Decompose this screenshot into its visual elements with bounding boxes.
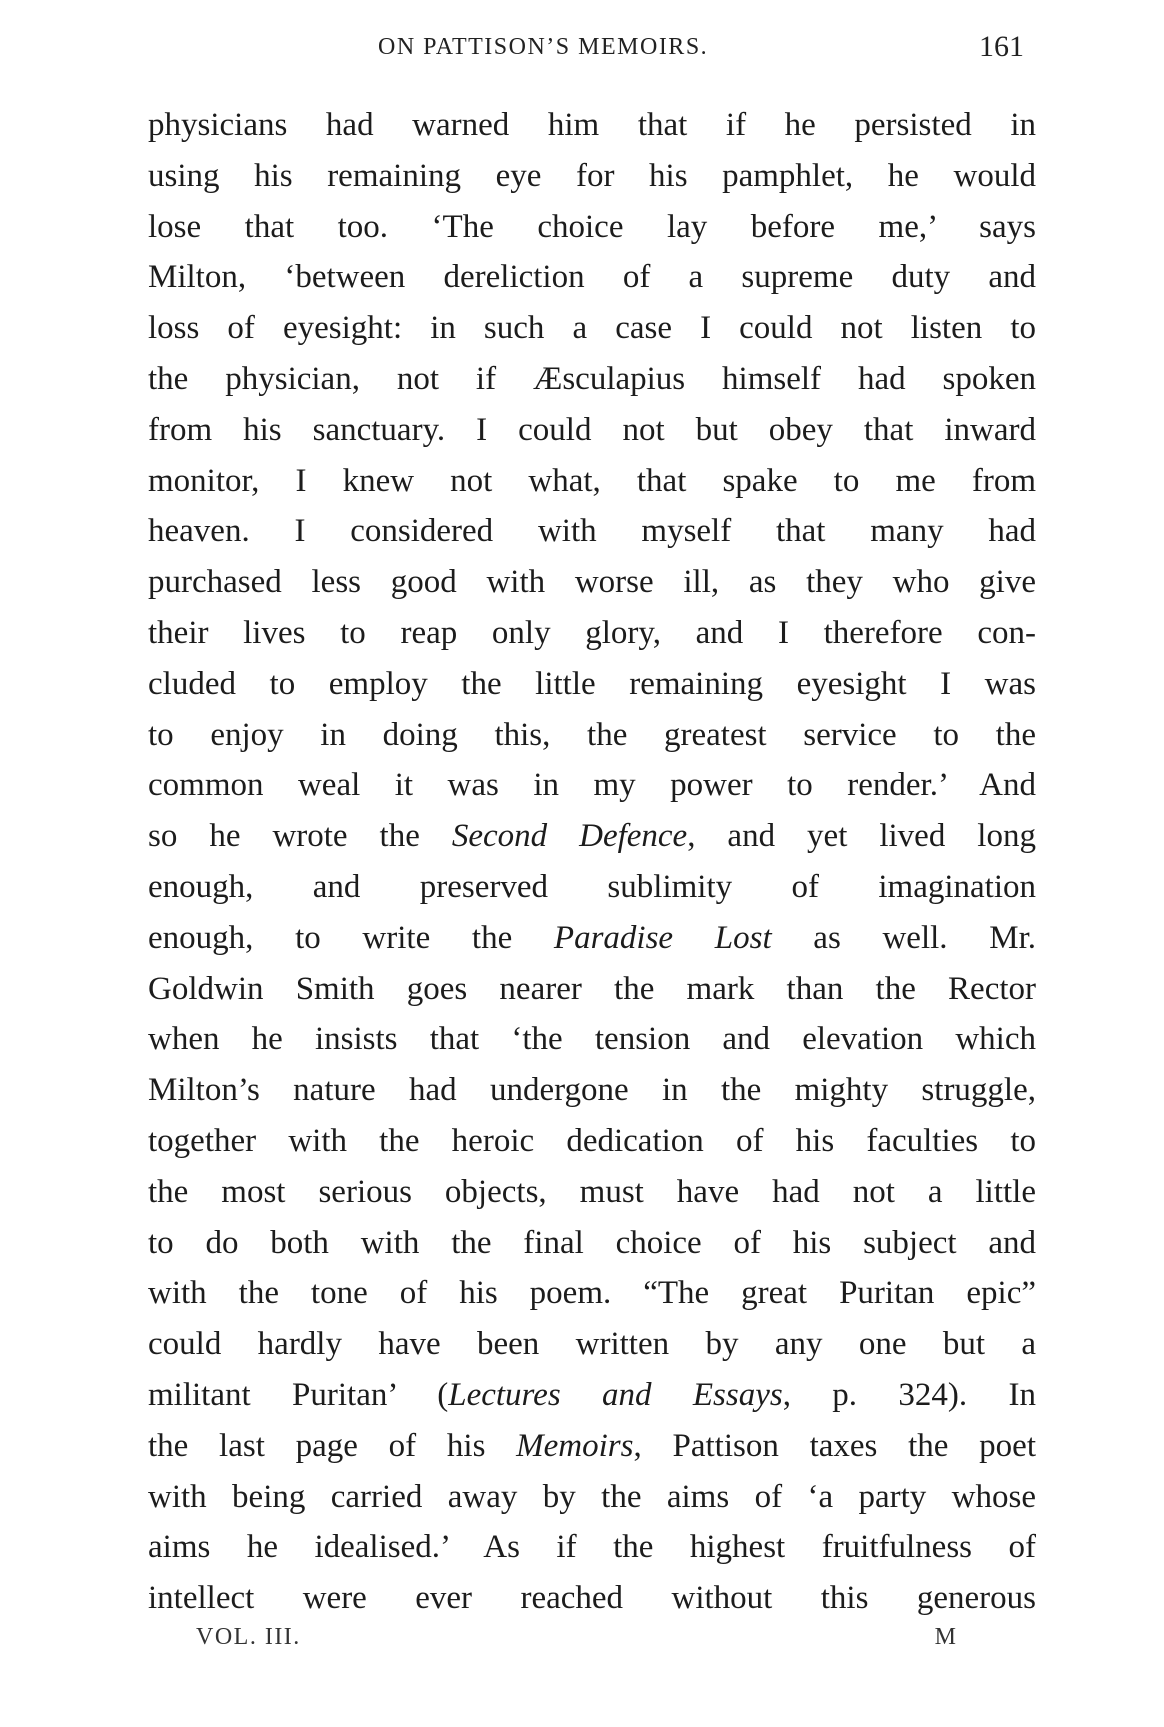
text-segment: with the tone of his poem. “The great Puritan epic”	[148, 1275, 1036, 1312]
text-line	[148, 710, 1036, 761]
text-segment: their lives to reap only glory, and I therefore con-	[148, 614, 1036, 651]
text-line	[148, 354, 1036, 405]
text-line	[148, 1319, 1036, 1370]
text-line	[148, 913, 1036, 964]
text-segment: the physician, not if Æsculapius himself had spoken	[148, 360, 1036, 397]
text-segment: the last page of his	[148, 1427, 517, 1464]
text-line	[148, 456, 1036, 507]
text-segment: militant Puritan’ (	[148, 1376, 449, 1413]
text-segment: physicians had warned him that if he persisted in	[148, 107, 1036, 143]
text-line	[148, 1573, 1036, 1624]
text-line	[148, 1116, 1036, 1167]
text-line	[148, 811, 1036, 862]
text-segment: heaven. I considered with myself that many had	[148, 513, 1036, 550]
text-segment: when he insists that ‘the tension and elevation which	[148, 1021, 1036, 1058]
text-line	[148, 405, 1036, 456]
italic-title: Second Defence	[451, 818, 688, 855]
text-line	[148, 1472, 1036, 1523]
page-footer	[196, 1624, 956, 1664]
text-segment: , p. 324). In	[782, 1376, 1036, 1413]
text-line	[148, 100, 1036, 151]
text-segment: enough, and preserved sublimity of imagination	[148, 868, 1036, 905]
text-segment: using his remaining eye for his pamphlet, he would	[148, 157, 1036, 194]
text-line	[148, 506, 1036, 557]
text-segment: together with the heroic dedication of his faculties to	[148, 1122, 1036, 1159]
text-segment: from his sanctuary. I could not but obey that inward	[148, 411, 1036, 448]
volume-signature: VOL. III.	[196, 1624, 301, 1650]
text-segment: with being carried away by the aims of ‘a party whose	[148, 1478, 1036, 1515]
text-segment: common weal it was in my power to render.’ And	[148, 767, 1036, 804]
text-line	[148, 659, 1036, 710]
text-line	[148, 760, 1036, 811]
text-segment: to do both with the final choice of his subject and	[148, 1224, 1036, 1261]
text-segment: enough, to write the	[148, 919, 554, 956]
text-segment: to enjoy in doing this, the greatest service to the	[148, 716, 1036, 753]
text-line	[148, 1370, 1036, 1421]
text-segment: Goldwin Smith goes nearer the mark than the Rector	[148, 970, 1036, 1007]
text-line	[148, 1014, 1036, 1065]
text-segment: cluded to employ the little remaining eyesight I was	[148, 665, 1036, 702]
text-segment: the most serious objects, must have had not a little	[148, 1173, 1036, 1210]
text-segment: as well. Mr.	[771, 919, 1036, 956]
text-line	[148, 1167, 1036, 1218]
text-line	[148, 1522, 1036, 1573]
running-title: ON PATTISON’S MEMOIRS.	[378, 34, 709, 60]
text-line	[148, 1421, 1036, 1472]
text-segment: could hardly have been written by any one but a	[148, 1326, 1036, 1363]
text-segment: aims he idealised.’ As if the highest fruitfulness of	[148, 1529, 1036, 1566]
text-line	[148, 1218, 1036, 1269]
text-line	[148, 1065, 1036, 1116]
text-segment: , Pattison taxes the poet	[633, 1427, 1036, 1464]
text-segment: , and yet lived long	[687, 818, 1036, 855]
page-number: 161	[979, 30, 1024, 63]
text-line	[148, 1268, 1036, 1319]
text-line	[148, 151, 1036, 202]
italic-title: Lectures and Essays	[448, 1376, 783, 1413]
text-segment: purchased less good with worse ill, as they who give	[148, 564, 1036, 601]
italic-title: Memoirs	[516, 1427, 634, 1464]
text-segment: intellect were ever reached without this generous	[148, 1580, 1036, 1617]
text-line	[148, 303, 1036, 354]
italic-title: Paradise Lost	[553, 919, 772, 956]
signature-mark: M	[934, 1624, 956, 1650]
text-segment: monitor, I knew not what, that spake to me from	[148, 462, 1036, 499]
text-segment: Milton, ‘between dereliction of a supreme duty and	[148, 259, 1036, 296]
running-head	[148, 30, 1038, 70]
text-line	[148, 608, 1036, 659]
text-line	[148, 964, 1036, 1015]
text-segment: loss of eyesight: in such a case I could not listen to	[148, 310, 1036, 347]
text-segment: lose that too. ‘The choice lay before me,’ says	[148, 208, 1036, 245]
text-line	[148, 862, 1036, 913]
text-line	[148, 252, 1036, 303]
text-line	[148, 202, 1036, 253]
text-segment: so he wrote the	[148, 818, 452, 855]
text-line	[148, 557, 1036, 608]
body-text	[148, 100, 1036, 1624]
text-segment: Milton’s nature had undergone in the mighty struggle,	[148, 1072, 1036, 1109]
